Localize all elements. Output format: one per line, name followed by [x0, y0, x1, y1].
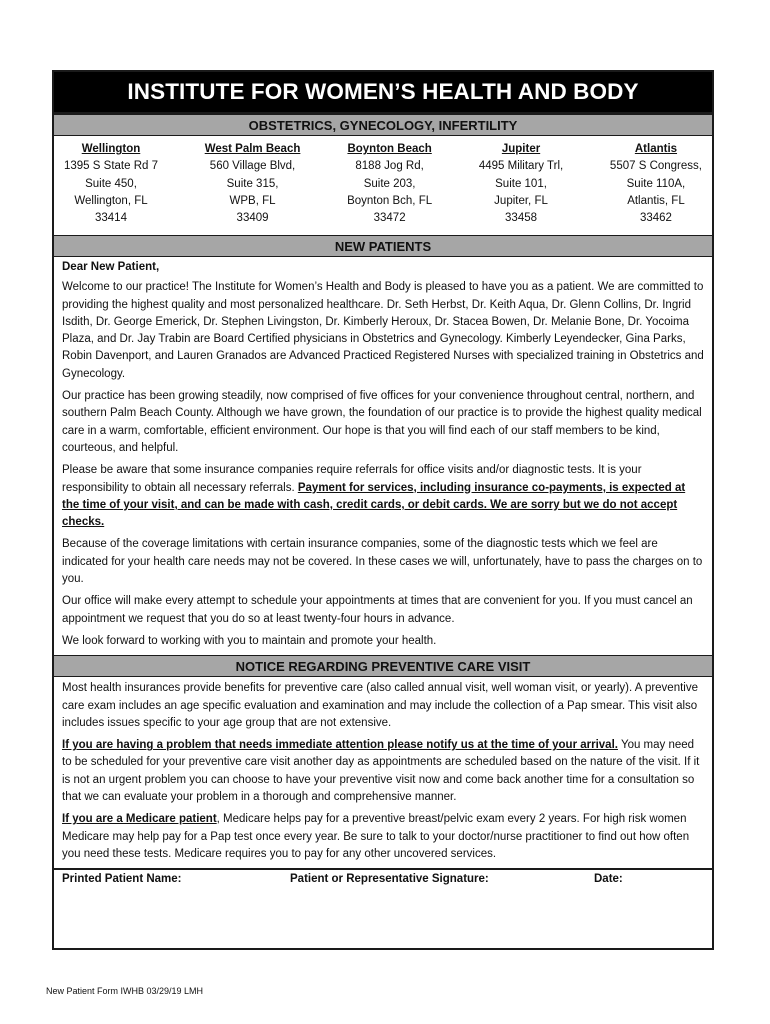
office-address-line: Suite 110A, [626, 177, 686, 190]
office-address-line: WPB, FL [229, 194, 276, 207]
office-address-line: 4495 Military Trl, [478, 160, 564, 173]
office-name: Jupiter [501, 143, 541, 155]
date-field[interactable] [594, 873, 623, 928]
signature-label: Patient or Representative Signature: [290, 873, 489, 886]
coverage-paragraph: Because of the coverage limitations with certain insurance companies, some of the diagnostic tests which we feel are indicated for your health care needs may not be covered. In these cases we will, unfortunately, have to pass the charges on to you. [62, 538, 703, 586]
office-zip: 33409 [236, 212, 269, 225]
office-address-line: Wellington, FL [74, 194, 148, 207]
referral-paragraph [62, 462, 704, 531]
office-address-line: 560 Village Blvd, [209, 160, 296, 173]
office-name: Atlantis [634, 143, 678, 155]
office-wellington [64, 141, 158, 235]
new-patient-form [52, 70, 714, 950]
greeting: Dear New Patient, [62, 261, 160, 273]
payment-policy-text: Payment for services, including insurance co-payments, is expected at the time of your visit, and can be made with cash, credit cards, or debit cards. We are sorry but we do not accept checks. [62, 481, 686, 529]
urgent-problem-notice: If you are having a problem that needs immediate attention please notify us at the time of your arrival. [62, 739, 618, 752]
form-footer: New Patient Form IWHB 03/29/19 LMH [46, 986, 204, 996]
office-atlantis [610, 141, 702, 235]
urgent-problem-text: You may need to be scheduled for your preventive care visit another day as appointments are scheduled based on the nature of the visit. If it is not an urgent problem you can choose to have your preventive visit now and come back another time for a consultation so that we can evaluate your problem in a thorough and comprehensive manner. [62, 739, 700, 804]
office-address-line: Suite 315, [226, 177, 279, 190]
closing-paragraph: We look forward to working with you to maintain and promote your health. [62, 634, 437, 647]
office-west-palm-beach [205, 141, 301, 235]
referral-text: Please be aware that some insurance companies require referrals for office visits and/or diagnostic tests. It is your responsibility to obtain all necessary referrals. [62, 464, 642, 494]
office-address-line: Suite 450, [85, 177, 137, 190]
office-address-line: Boynton Bch, FL [347, 194, 433, 207]
preventive-paragraph: Most health insurances provide benefits for preventive care (also called annual visit, well woman visit, or yearly). A preventive care exam includes an age specific evaluation and examination and may include the collection of a Pap smear. This visit also includes issues specific to your age group that are not extensive. [62, 682, 698, 729]
office-zip: 33462 [639, 212, 672, 225]
specialties-bar: OBSTETRICS, GYNECOLOGY, INFERTILITY [54, 114, 712, 136]
practice-paragraph: Our practice has been growing steadily, now comprised of five offices for your convenience throughout central, northern, and southern Palm Beach County. Although we have grown, the foundation of our practice is to provide the highest quality medical care in a warm, comfortable, efficient environment. Our hope is that you will find each of our staff members to be kind, courteous, and helpful. [62, 390, 702, 454]
office-address-line: 5507 S Congress, [609, 160, 702, 173]
office-address-line: Jupiter, FL [494, 194, 548, 207]
office-jupiter [479, 141, 563, 235]
urgent-problem-paragraph [62, 737, 704, 806]
printed-name-label: Printed Patient Name: [62, 873, 182, 886]
office-address-line: Suite 203, [363, 177, 416, 190]
date-label: Date: [594, 873, 623, 886]
office-name: Wellington [81, 143, 141, 155]
office-boynton-beach [347, 141, 432, 235]
cancellation-paragraph: Our office will make every attempt to schedule your appointments at times that are convenient for you. If you must cancel an appointment we request that you do so at least twenty-four hours in advance. [62, 595, 693, 625]
signature-field[interactable] [290, 873, 594, 928]
signature-row [54, 868, 712, 928]
office-name: West Palm Beach [204, 143, 301, 155]
preventive-care-heading: NOTICE REGARDING PREVENTIVE CARE VISIT [54, 655, 712, 677]
office-address-line: Atlantis, FL [627, 194, 685, 207]
welcome-paragraph: Welcome to our practice! The Institute for Women’s Health and Body is pleased to have you as a patient. We are committed to providing the highest quality and most personalized healthcare. Dr. Seth Herbst, Dr. Keith Aqua, Dr. Glenn Collins, Dr. Ingrid Isdith, Dr. George Emerick, Dr. Stephen Livingston, Dr. Kimberly Heroux, Dr. Stacea Bowen, Dr. Melanie Bone, Dr. Yocoima Plaza, and Dr. Jay Trabin are Board Certified physicians in Obstetrics and Gynecology. Kimberly Leyendecker, Gina Parks, Robin Davenport, and Lauren Granados are Advanced Practiced Registered Nurses with specialized training in Obstetrics and Gynecology. [62, 281, 704, 380]
office-list [54, 136, 712, 235]
office-name: Boynton Beach [347, 143, 432, 155]
office-zip: 33414 [95, 212, 127, 225]
office-address-line: Suite 101, [495, 177, 547, 190]
office-address-line: 8188 Jog Rd, [355, 160, 424, 173]
office-zip: 33472 [373, 212, 406, 225]
medicare-paragraph [62, 811, 704, 863]
medicare-notice: If you are a Medicare patient [62, 813, 217, 826]
preventive-care-section [54, 677, 712, 863]
office-zip: 33458 [505, 212, 538, 225]
new-patients-section [54, 259, 712, 650]
office-address-line: 1395 S State Rd 7 [64, 160, 158, 173]
page-title: INSTITUTE FOR WOMEN’S HEALTH AND BODY [54, 72, 712, 114]
medicare-text: , Medicare helps pay for a preventive breast/pelvic exam every 2 years. For high risk women Medicare may help pay for a Pap test once every year. Be sure to talk to your doctor/nurse practitioner to find out how often you need these tests. Medicare requires you to pay for any other uncovered services. [62, 813, 690, 860]
new-patients-heading: NEW PATIENTS [54, 235, 712, 257]
printed-name-field[interactable] [62, 873, 290, 928]
